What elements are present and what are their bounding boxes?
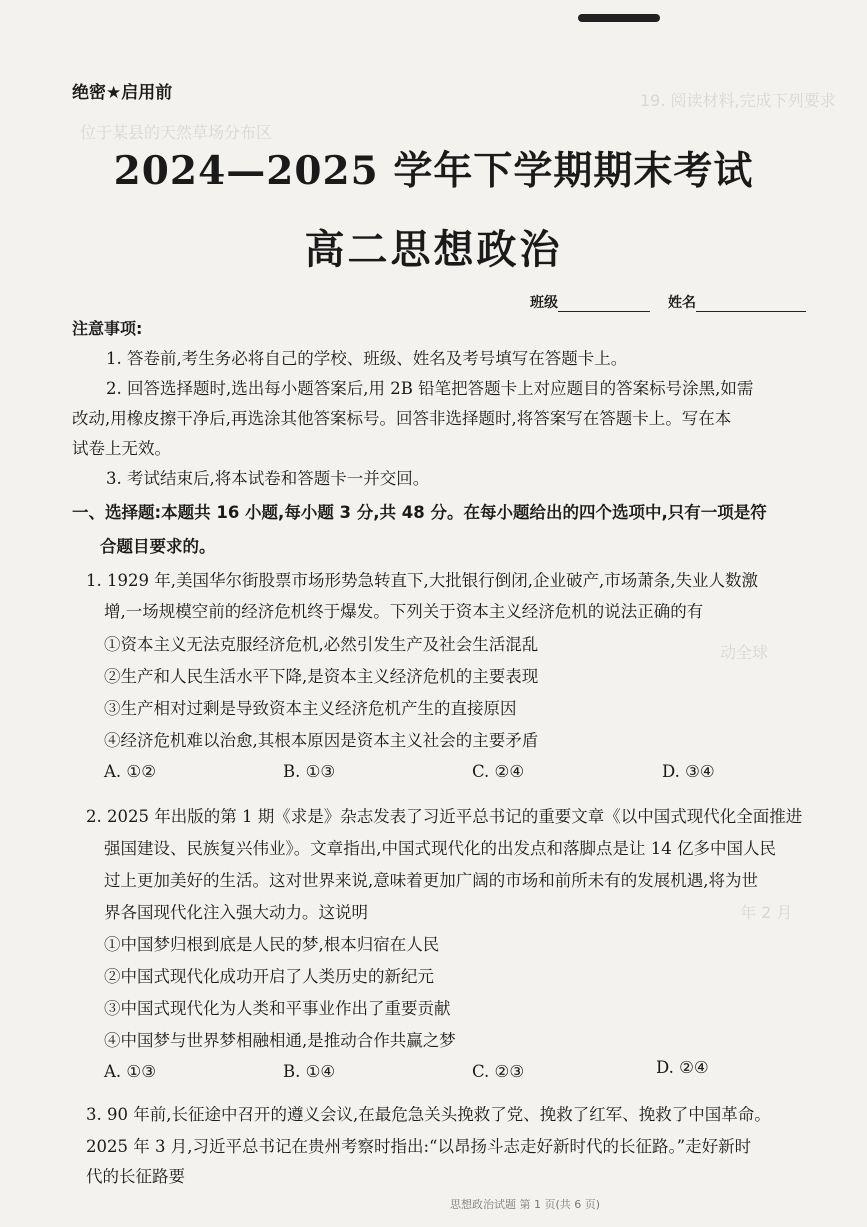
question-stem: 2. 2025 年出版的第 1 期《求是》杂志发表了习近平总书记的重要文章《以中国式现代化全面推进 <box>86 807 803 826</box>
note-item: 改动,用橡皮擦干净后,再选涂其他答案标号。回答非选择题时,将答案写在答题卡上。写在本 <box>72 409 732 428</box>
statement: ④经济危机难以治愈,其根本原因是资本主义社会的主要矛盾 <box>104 731 539 750</box>
subject-title: 高二思想政治 <box>304 226 563 273</box>
option-c[interactable]: C. ②③ <box>472 1062 525 1081</box>
name-field[interactable] <box>696 295 806 312</box>
statement: ②生产和人民生活水平下降,是资本主义经济危机的主要表现 <box>104 667 539 686</box>
question-stem: 2025 年 3 月,习近平总书记在贵州考察时指出:“以昂扬斗志走好新时代的长征路。”走好新时 <box>86 1137 752 1156</box>
statement: ③中国式现代化为人类和平事业作出了重要贡献 <box>104 999 451 1018</box>
question-stem: 界各国现代化注入强大动力。这说明 <box>104 903 368 922</box>
statement: ④中国梦与世界梦相融相通,是推动合作共赢之梦 <box>104 1031 456 1050</box>
statement: ③生产相对过剩是导致资本主义经济危机产生的直接原因 <box>104 699 517 718</box>
option-c[interactable]: C. ②④ <box>472 762 525 781</box>
section-line: 合题目要求的。 <box>100 537 216 556</box>
bleed-through: 位于某县的天然草场分布区 <box>80 123 273 142</box>
question-stem: 1. 1929 年,美国华尔街股票市场形势急转直下,大批银行倒闭,企业破产,市场萧条,失业人数激 <box>86 571 758 590</box>
option-a[interactable]: A. ①③ <box>104 1062 156 1081</box>
page-footer: 思想政治试题 第 1 页(共 6 页) <box>450 1198 601 1211</box>
option-a[interactable]: A. ①② <box>104 762 156 781</box>
bleed-through: 19. 阅读材料,完成下列要求 <box>640 91 836 110</box>
statement: ②中国式现代化成功开启了人类历史的新纪元 <box>104 967 434 986</box>
name-label: 姓名 <box>668 295 696 311</box>
question-stem: 代的长征路要 <box>86 1167 185 1186</box>
student-info <box>530 292 806 312</box>
statement: ①中国梦归根到底是人民的梦,根本归宿在人民 <box>104 935 440 954</box>
page-title: 2024—2025 学年下学期期末考试 <box>113 148 754 194</box>
secret-label: 绝密★启用前 <box>72 83 173 103</box>
section-line: 一、选择题:本题共 16 小题,每小题 3 分,共 48 分。在每小题给出的四个选项中,只有一项是符 <box>72 503 767 522</box>
class-field[interactable] <box>558 295 650 312</box>
option-b[interactable]: B. ①④ <box>283 1062 336 1081</box>
bleed-through: 动全球 <box>720 643 769 662</box>
note-item: 1. 答卷前,考生务必将自己的学校、班级、姓名及考号填写在答题卡上。 <box>106 349 628 368</box>
note-item: 3. 考试结束后,将本试卷和答题卡一并交回。 <box>106 469 430 488</box>
bleed-through: 年 2 月 <box>740 903 793 922</box>
class-label: 班级 <box>530 295 558 311</box>
binding-mark <box>578 14 660 22</box>
question-stem: 3. 90 年前,长征途中召开的遵义会议,在最危急关头挽救了党、挽救了红军、挽救了中国革命。 <box>86 1105 771 1124</box>
section-heading <box>72 496 842 564</box>
note-item: 2. 回答选择题时,选出每小题答案后,用 2B 铅笔把答题卡上对应题目的答案标号涂黑,如需 <box>106 379 754 398</box>
option-d[interactable]: D. ②④ <box>656 1058 709 1077</box>
notes-heading: 注意事项: <box>72 319 143 338</box>
note-item: 试卷上无效。 <box>72 439 171 458</box>
statement: ①资本主义无法克服经济危机,必然引发生产及社会生活混乱 <box>104 635 539 654</box>
option-b[interactable]: B. ①③ <box>283 762 336 781</box>
question-stem: 过上更加美好的生活。这对世界来说,意味着更加广阔的市场和前所未有的发展机遇,将为世 <box>104 871 758 890</box>
question-stem: 强国建设、民族复兴伟业》。文章指出,中国式现代化的出发点和落脚点是让 14 亿多中国人民 <box>104 839 776 858</box>
question-stem: 增,一场规模空前的经济危机终于爆发。下列关于资本主义经济危机的说法正确的有 <box>104 602 704 621</box>
option-d[interactable]: D. ③④ <box>662 762 715 781</box>
